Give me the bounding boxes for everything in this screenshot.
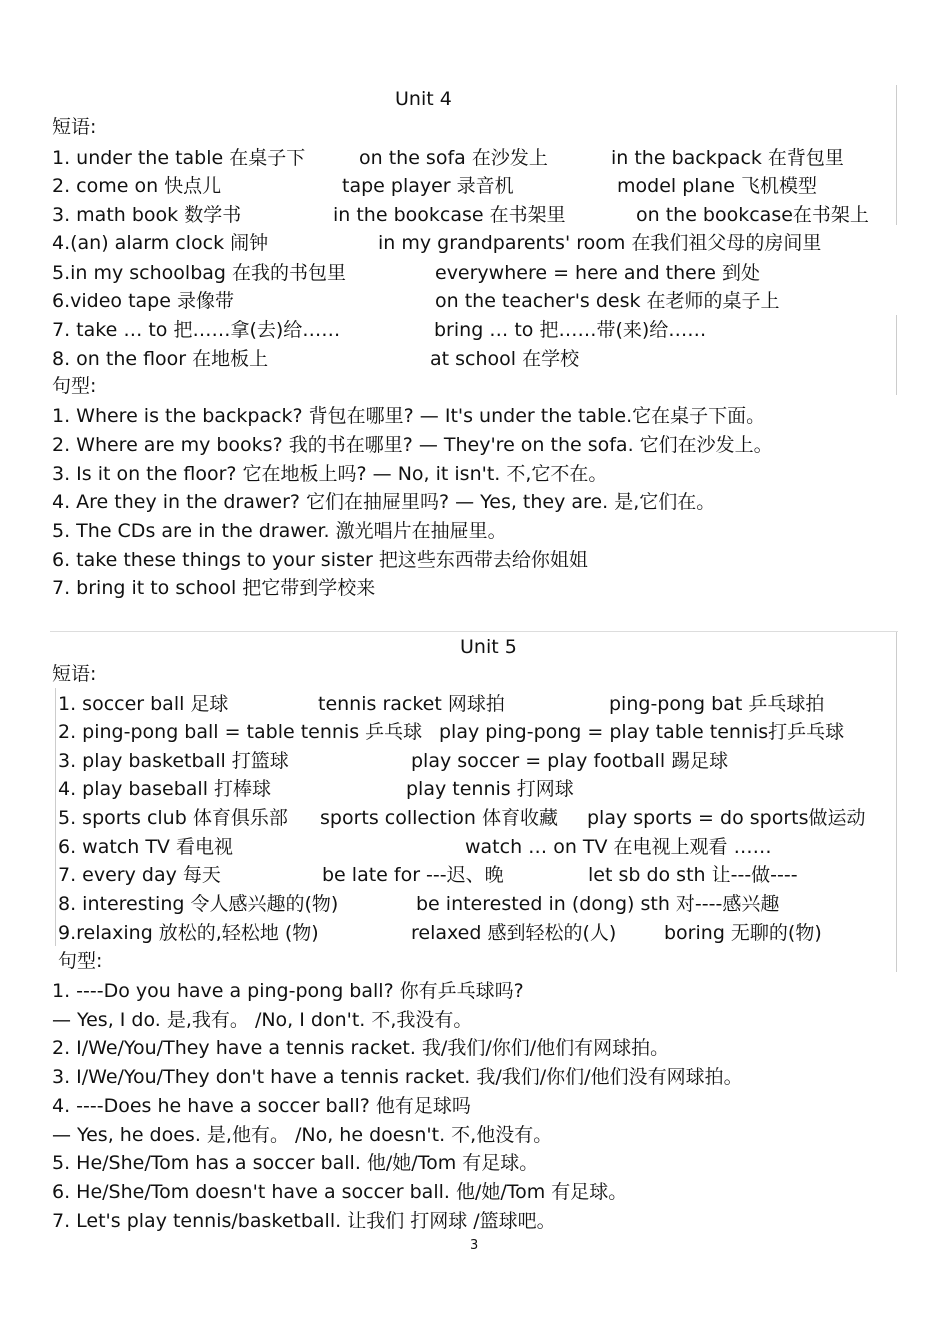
- unit4-phrase: in the backpack 在背包里: [611, 147, 844, 169]
- unit4-phrase: everywhere = here and there 到处: [435, 262, 760, 284]
- section-divider: [50, 631, 898, 632]
- unit5-sentence: 7. Let's play tennis/basketball. 让我们 打网球 /篮球吧。: [52, 1210, 556, 1232]
- unit5-phrase: play ping-pong = play table tennis打乒乓球: [439, 721, 845, 743]
- unit5-phrase: play soccer = play football 踢足球: [411, 750, 729, 772]
- unit5-sentence: — Yes, he does. 是,他有。 /No, he doesn't. 不,他没有。: [52, 1124, 553, 1146]
- unit4-sentence: 4. Are they in the drawer? 它们在抽屉里吗? — Yes, they are. 是,它们在。: [52, 491, 716, 513]
- unit4-sentence: 5. The CDs are in the drawer. 激光唱片在抽屉里。: [52, 520, 507, 542]
- unit5-phrase: 2. ping-pong ball = table tennis 乒乓球: [58, 721, 423, 743]
- unit5-title: Unit 5: [460, 636, 517, 658]
- unit5-phrase: relaxed 感到轻松的(人): [411, 922, 617, 944]
- unit4-sentence: 2. Where are my books? 我的书在哪里? — They're on the sofa. 它们在沙发上。: [52, 434, 773, 456]
- unit5-sentence: 5. He/She/Tom has a soccer ball. 他/她/Tom 有足球。: [52, 1152, 539, 1174]
- unit4-phrase: at school 在学校: [430, 348, 580, 370]
- unit4-phrases-label: 短语:: [52, 116, 97, 138]
- unit5-phrase: be interested in (dong) sth 对----感兴趣: [416, 893, 780, 915]
- unit5-phrases-label: 短语:: [52, 663, 97, 685]
- unit4-sentence: 3. Is it on the floor? 它在地板上吗? — No, it isn't. 不,它不在。: [52, 463, 608, 485]
- unit5-phrase: 5. sports club 体育俱乐部: [58, 807, 288, 829]
- unit5-sentence: 3. I/We/You/They don't have a tennis racket. 我/我们/你们/他们没有网球拍。: [52, 1066, 743, 1088]
- unit4-phrase: model plane 飞机模型: [617, 175, 817, 197]
- unit5-sentence: 6. He/She/Tom doesn't have a soccer ball. 他/她/Tom 有足球。: [52, 1181, 628, 1203]
- unit4-phrase: in my grandparents' room 在我们祖父母的房间里: [378, 232, 822, 254]
- unit4-phrase: on the sofa 在沙发上: [359, 147, 548, 169]
- unit4-phrase: 5.in my schoolbag 在我的书包里: [52, 262, 346, 284]
- unit4-phrase: on the bookcase在书架上: [636, 204, 869, 226]
- unit4-phrase: in the bookcase 在书架里: [333, 204, 566, 226]
- unit5-phrase: watch … on TV 在电视上观看 ……: [465, 836, 772, 858]
- unit5-sentence: 2. I/We/You/They have a tennis racket. 我/我们/你们/他们有网球拍。: [52, 1037, 670, 1059]
- unit5-phrase: tennis racket 网球拍: [318, 693, 505, 715]
- unit5-sentences-label: 句型:: [58, 950, 103, 972]
- unit5-phrase: play sports = do sports做运动: [587, 807, 866, 829]
- unit4-sentence: 6. take these things to your sister 把这些东西带去给你姐姐: [52, 549, 588, 571]
- unit4-phrase: 7. take … to 把……拿(去)给……: [52, 319, 341, 341]
- border-line: [896, 85, 897, 225]
- border-line: [896, 315, 897, 395]
- unit5-phrase: 3. play basketball 打篮球: [58, 750, 289, 772]
- unit5-sentence: 1. ----Do you have a ping-pong ball? 你有乒乓球吗?: [52, 980, 524, 1002]
- unit5-phrase: 4. play baseball 打棒球: [58, 778, 272, 800]
- border-line: [55, 688, 56, 946]
- unit4-phrase: on the teacher's desk 在老师的桌子上: [435, 290, 780, 312]
- page-number: 3: [470, 1238, 479, 1253]
- unit5-phrase: ping-pong bat 乒乓球拍: [609, 693, 825, 715]
- unit5-phrase: be late for ---迟、晚: [322, 864, 504, 886]
- unit5-phrase: boring 无聊的(物): [664, 922, 822, 944]
- unit4-phrase: 2. come on 快点儿: [52, 175, 222, 197]
- unit4-sentence: 7. bring it to school 把它带到学校来: [52, 577, 376, 599]
- unit4-sentences-label: 句型:: [52, 375, 97, 397]
- unit4-phrase: 4.(an) alarm clock 闹钟: [52, 232, 269, 254]
- unit5-phrase: let sb do sth 让---做----: [588, 864, 798, 886]
- unit4-phrase: 1. under the table 在桌子下: [52, 147, 306, 169]
- unit4-phrase: tape player 录音机: [342, 175, 514, 197]
- unit4-title: Unit 4: [395, 88, 452, 110]
- unit5-phrase: play tennis 打网球: [406, 778, 574, 800]
- border-line: [896, 632, 897, 972]
- unit5-phrase: 9.relaxing 放松的,轻松地 (物): [58, 922, 319, 944]
- unit4-phrase: 8. on the floor 在地板上: [52, 348, 269, 370]
- unit5-phrase: 7. every day 每天: [58, 864, 221, 886]
- unit4-sentence: 1. Where is the backpack? 背包在哪里? — It's under the table.它在桌子下面。: [52, 405, 766, 427]
- unit5-sentence: — Yes, I do. 是,我有。 /No, I don't. 不,我没有。: [52, 1009, 473, 1031]
- unit5-phrase: 1. soccer ball 足球: [58, 693, 229, 715]
- unit4-phrase: 3. math book 数学书: [52, 204, 242, 226]
- unit5-phrase: 8. interesting 令人感兴趣的(物): [58, 893, 339, 915]
- unit5-phrase: 6. watch TV 看电视: [58, 836, 233, 858]
- unit4-phrase: 6.video tape 录像带: [52, 290, 234, 312]
- unit5-phrase: sports collection 体育收藏: [320, 807, 558, 829]
- unit5-sentence: 4. ----Does he have a soccer ball? 他有足球吗: [52, 1095, 471, 1117]
- unit4-phrase: bring … to 把……带(来)给……: [434, 319, 707, 341]
